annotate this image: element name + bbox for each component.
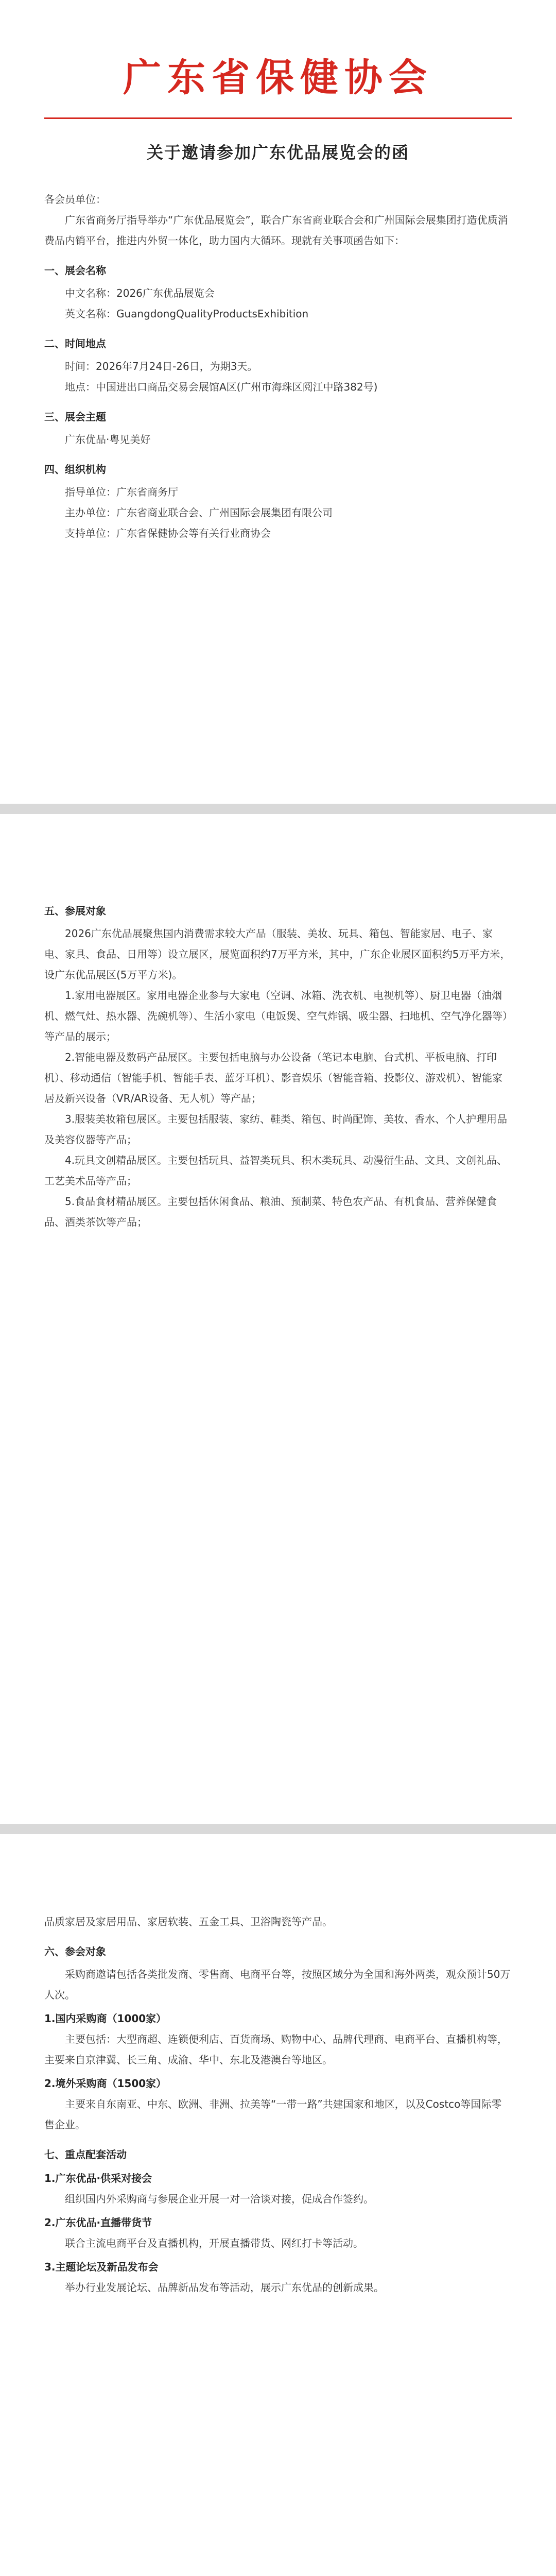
- continued-paragraph: 品质家居及家居用品、家居软装、五金工具、卫浴陶瓷等产品。: [44, 1916, 333, 1928]
- section-heading: 五、参展对象: [44, 905, 106, 917]
- org-title: 广东省保健协会: [123, 56, 433, 100]
- section-heading: 二、时间地点: [44, 337, 106, 350]
- list-item: 4.玩具文创精品展区。主要包括玩具、益智类玩具、积木类玩具、动漫衍生品、文具、文创礼品、工艺美术品等产品；: [44, 1154, 508, 1187]
- activity-title: 2.广东优品·直播带货节: [44, 2216, 152, 2229]
- section-heading: 七、重点配套活动: [44, 2148, 127, 2161]
- list-item: 3.服装美妆箱包展区。主要包括服装、家纺、鞋类、箱包、时尚配饰、美妆、香水、个人护理用品及美容仪器等产品；: [44, 1113, 508, 1146]
- list-item: 5.食品食材精品展区。主要包括休闲食品、粮油、预制菜、特色农产品、有机食品、营养保健食品、酒类茶饮等产品；: [44, 1195, 497, 1228]
- activity-desc: 举办行业发展论坛、品牌新品发布等活动，展示广东优品的创新成果。: [65, 2281, 384, 2294]
- document-page-1: [0, 0, 556, 804]
- exhibition-name-en: 英文名称：GuangdongQualityProductsExhibition: [65, 308, 309, 320]
- document-page-2: [0, 814, 556, 1824]
- exhibition-theme: 广东优品·粤见美好: [65, 433, 151, 446]
- support-unit: 支持单位：广东省保健协会等有关行业商协会: [65, 527, 271, 539]
- exhibition-name-cn: 中文名称：2026广东优品展览会: [65, 287, 215, 299]
- activity-desc: 联合主流电商平台及直播机构，开展直播带货、网红打卡等活动。: [65, 2237, 363, 2249]
- salutation: 各会员单位：: [44, 193, 106, 206]
- intro-paragraph: 广东省商务厅指导举办“广东优品展览会”，联合广东省商业联合会和广州国际会展集团打造优质消费品内销平台，推进内外贸一体化，助力国内大循环。现就有关事项函告如下：: [44, 214, 508, 247]
- activity-desc: 组织国内外采购商与参展企业开展一对一洽谈对接，促成合作签约。: [65, 2193, 374, 2205]
- activity-title: 3.主题论坛及新品发布会: [44, 2261, 159, 2273]
- subsection-heading: 2.境外采购商（1500家）: [44, 2077, 167, 2090]
- host-unit: 主办单位：广东省商业联合会、广州国际会展集团有限公司: [65, 506, 333, 519]
- guide-unit: 指导单位：广东省商务厅: [65, 486, 178, 498]
- document-subtitle: 关于邀请参加广东优品展览会的函: [146, 143, 409, 162]
- list-item: 2.智能电器及数码产品展区。主要包括电脑与办公设备（笔记本电脑、台式机、平板电脑、打印机）、移动通信（智能手机、智能手表、蓝牙耳机）、影音娱乐（智能音箱、投影仪、游戏机）、智能家居及新兴设备（VR/AR设备、无人机）等产品；: [44, 1051, 502, 1105]
- section-heading: 一、展会名称: [44, 264, 106, 277]
- domestic-buyers: 主要包括：大型商超、连锁便利店、百货商场、购物中心、品牌代理商、电商平台、直播机构等，主要来自京津冀、长三角、成渝、华中、东北及港澳台等地区。: [44, 2033, 508, 2066]
- participants-intro: 2026广东优品展聚焦国内消费需求较大产品（服装、美妆、玩具、箱包、智能家居、电子、家电、家具、食品、日用等）设立展区，展览面积约7万平方米，其中，广东企业展区面积约5万平方米，设广东优品展区(5万平方米)。: [44, 927, 511, 981]
- attendees-intro: 采购商邀请包括各类批发商、零售商、电商平台等，按照区域分为全国和海外两类，观众预计50万人次。: [44, 1968, 511, 2001]
- exhibition-place: 地点：中国进出口商品交易会展馆A区(广州市海珠区阅江中路382号): [65, 381, 378, 393]
- red-divider: [44, 117, 512, 119]
- overseas-buyers: 主要来自东南亚、中东、欧洲、非洲、拉美等“一带一路”共建国家和地区，以及Costco等国际零售企业。: [44, 2098, 502, 2131]
- subsection-heading: 1.国内采购商（1000家）: [44, 2012, 167, 2025]
- list-item: 1.家用电器展区。家用电器企业参与大家电（空调、冰箱、洗衣机、电视机等）、厨卫电器（油烟机、燃气灶、热水器、洗碗机等）、生活小家电（电饭煲、空气炸锅、吸尘器、扫地机、空气净化器等）等产品的展示；: [44, 989, 508, 1043]
- section-heading: 六、参会对象: [44, 1945, 106, 1958]
- activity-title: 1.广东优品·供采对接会: [44, 2172, 152, 2184]
- document-page-3: [0, 1834, 556, 2576]
- section-heading: 四、组织机构: [44, 463, 106, 476]
- exhibition-time: 时间：2026年7月24日-26日，为期3天。: [65, 360, 258, 372]
- section-heading: 三、展会主题: [44, 411, 106, 423]
